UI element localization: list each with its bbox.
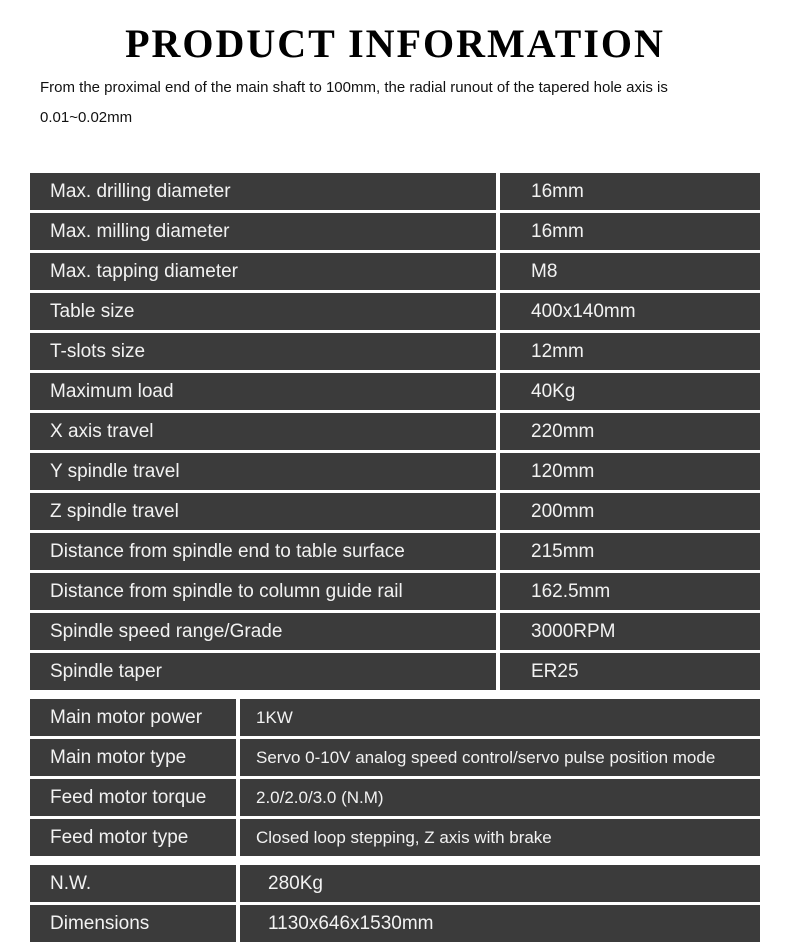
spec-value: 280Kg	[268, 872, 323, 894]
spec-label: Feed motor torque	[30, 779, 240, 816]
table-row	[30, 739, 760, 779]
product-description: From the proximal end of the main shaft to 100mm, the radial runout of the tapered hole axis is 0.01~0.02mm	[40, 79, 668, 126]
spec-label: Main motor type	[30, 739, 240, 776]
table-row	[30, 905, 760, 945]
spec-value: 200mm	[531, 500, 595, 522]
spec-label: Y spindle travel	[30, 453, 500, 490]
spec-label: Dimensions	[30, 905, 240, 942]
spec-label: Feed motor type	[30, 819, 240, 856]
general-specs-table	[30, 865, 760, 945]
spec-value: ER25	[531, 660, 579, 682]
spec-label: Maximum load	[30, 373, 500, 410]
spec-value: 215mm	[531, 540, 595, 562]
page-title: PRODUCT INFORMATION	[125, 21, 665, 66]
spec-value: 16mm	[531, 220, 584, 242]
table-row	[30, 779, 760, 819]
spec-value: 120mm	[531, 460, 595, 482]
spec-value: 3000RPM	[531, 620, 616, 642]
table-row	[30, 373, 760, 413]
spec-label: X axis travel	[30, 413, 500, 450]
spec-value: 40Kg	[531, 380, 576, 402]
table-row	[30, 493, 760, 533]
spec-value: 220mm	[531, 420, 595, 442]
table-row	[30, 413, 760, 453]
spec-label: Max. drilling diameter	[30, 173, 500, 210]
spec-label: Table size	[30, 293, 500, 330]
spec-label: Max. tapping diameter	[30, 253, 500, 290]
table-row	[30, 333, 760, 373]
motor-specs-table	[30, 699, 760, 859]
spec-value: M8	[531, 260, 558, 282]
table-row	[30, 865, 760, 905]
spec-value: 400x140mm	[531, 300, 636, 322]
spec-value: 162.5mm	[531, 580, 611, 602]
spec-value: 1130x646x1530mm	[268, 912, 434, 934]
table-row	[30, 613, 760, 653]
spec-value: 1KW	[256, 707, 293, 727]
table-row	[30, 819, 760, 859]
spec-value: 12mm	[531, 340, 584, 362]
table-row	[30, 253, 760, 293]
table-row	[30, 573, 760, 613]
table-row	[30, 533, 760, 573]
spec-label: Main motor power	[30, 699, 240, 736]
machine-specs-table	[30, 173, 760, 693]
spec-label: Distance from spindle to column guide rail	[30, 573, 500, 610]
table-row	[30, 173, 760, 213]
table-row	[30, 699, 760, 739]
spec-value: Servo 0-10V analog speed control/servo pulse position mode	[256, 747, 716, 767]
spec-label: N.W.	[30, 865, 240, 902]
table-row	[30, 293, 760, 333]
spec-label: Spindle taper	[30, 653, 500, 690]
table-row	[30, 653, 760, 693]
table-row	[30, 453, 760, 493]
spec-value: Closed loop stepping, Z axis with brake	[256, 827, 552, 847]
spec-value: 16mm	[531, 180, 584, 202]
spec-label: Distance from spindle end to table surface	[30, 533, 500, 570]
spec-label: Max. milling diameter	[30, 213, 500, 250]
spec-label: T-slots size	[30, 333, 500, 370]
table-row	[30, 213, 760, 253]
spec-label: Spindle speed range/Grade	[30, 613, 500, 650]
spec-label: Z spindle travel	[30, 493, 500, 530]
spec-value: 2.0/2.0/3.0 (N.M)	[256, 787, 384, 807]
